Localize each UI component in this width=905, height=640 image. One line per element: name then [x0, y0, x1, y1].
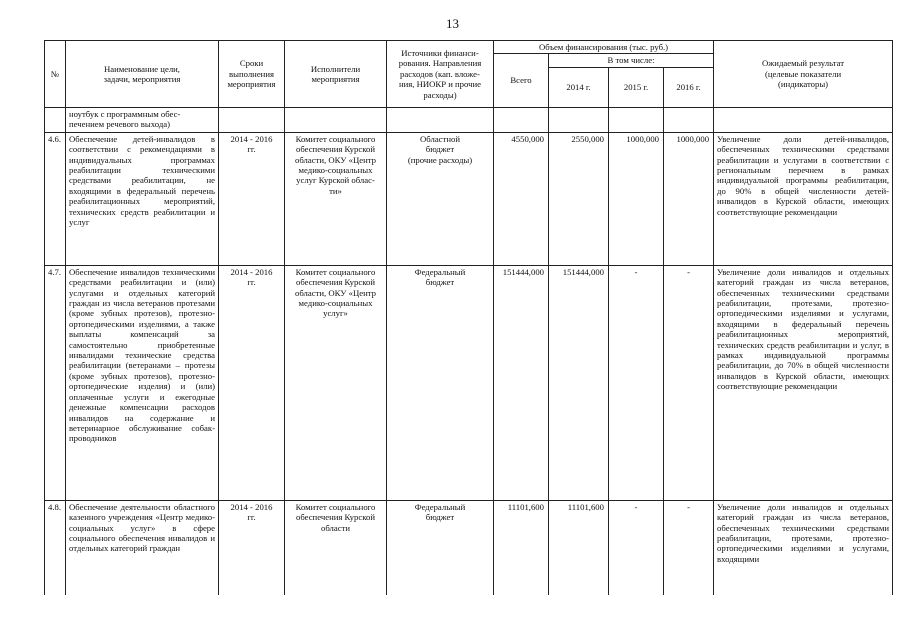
row-result: Увеличение доли детей-инвалидов, обеспеченных техническими средствами реабилитации и услугами в соответствии с региональным перечнем в рамках индивидуальной программы реабилитации, до 90% в общей численности детей-инвалидов в Курской области, имеющих соответствующие рекомендации	[714, 132, 893, 265]
row-source: Областной бюджет (прочие расходы)	[387, 132, 494, 265]
row-name: Обеспечение деятельности областного казенного учреждения «Центр медико-социальных услуг» в сфере социального обеспечения инвалидов и отдельных категорий граждан	[66, 500, 219, 595]
row-num: 4.7.	[45, 265, 66, 500]
header-total: Всего	[494, 54, 549, 107]
row-total: 151444,000	[494, 265, 549, 500]
row-2016: 1000,000	[664, 132, 714, 265]
row-2015: -	[609, 265, 664, 500]
row-result	[714, 107, 893, 132]
row-total	[494, 107, 549, 132]
row-name: Обеспечение детей-инвалидов в соответствии с рекомендациями в индивидуальных программах реабилитации техническими средствами реабилитации, не входящими в федеральный перечень реабилитационных мероприятий, технических средств реабилитации и услуг	[66, 132, 219, 265]
row-name: Обеспечение инвалидов техническими средствами реабилитации и (или) услугами и отдельных категорий граждан из числа ветеранов протезами (кроме зубных протезов), протезно-ортопедическими изделиями, а также выплаты компенсаций за самостоятельно приобретенные инвалидами технические средства реабилитации (ветеранами – протезы (кроме зубных протезов), протезно-ортопедические изделия) и (или) оплаченные услуги и ежегодные денежные компенсации расходов инвалидов на содержание и ветеринарное обслуживание собак-проводников	[66, 265, 219, 500]
funding-table	[44, 40, 893, 595]
row-total: 11101,600	[494, 500, 549, 595]
row-executors: Комитет социального обеспечения Курской области, ОКУ «Центр медико-социальных услуг Курской облас- ти»	[285, 132, 387, 265]
header-sources: Источники финанси- рования. Направления расходов (кап. вложе- ния, НИОКР и прочие расходы)	[387, 41, 494, 108]
row-source: Федеральный бюджет	[387, 500, 494, 595]
row-2015	[609, 107, 664, 132]
row-2014	[549, 107, 609, 132]
page-number: 13	[446, 16, 459, 31]
row-num: 4.8.	[45, 500, 66, 595]
row-2015: -	[609, 500, 664, 595]
header-num: №	[45, 41, 66, 108]
row-source: Федеральный бюджет	[387, 265, 494, 500]
header-terms: Сроки выполнения мероприятия	[219, 41, 285, 108]
row-source	[387, 107, 494, 132]
row-result: Увеличение доли инвалидов и отдельных категорий граждан из числа ветеранов, обеспеченных техническими средствами реабилитации, протезами, протезно-ортопедическими изделиями и услугами, входящими	[714, 500, 893, 595]
table-row-continuation	[45, 107, 893, 132]
row-terms: 2014 - 2016 гг.	[219, 132, 285, 265]
table-row-4-6	[45, 132, 893, 265]
header-including: В том числе:	[549, 54, 714, 67]
header-funding-volume: Объем финансирования (тыс. руб.)	[494, 41, 714, 54]
row-num: 4.6.	[45, 132, 66, 265]
header-executors: Исполнители мероприятия	[285, 41, 387, 108]
row-terms: 2014 - 2016 гг.	[219, 500, 285, 595]
row-2015: 1000,000	[609, 132, 664, 265]
header-result: Ожидаемый результат (целевые показатели (индикаторы)	[714, 41, 893, 108]
row-2016	[664, 107, 714, 132]
row-name: ноутбук с программным обес- печением речевого выхода)	[66, 107, 219, 132]
table-row-4-8	[45, 500, 893, 595]
row-total: 4550,000	[494, 132, 549, 265]
header-year-2016: 2016 г.	[664, 67, 714, 107]
row-executors: Комитет социального обеспечения Курской области	[285, 500, 387, 595]
header-name: Наименование цели, задачи, мероприятия	[66, 41, 219, 108]
row-result: Увеличение доли инвалидов и отдельных категорий граждан из числа ветеранов, обеспеченных техническими средствами реабилитации, протезами, протезно-ортопедическими изделиями и услугами, входящими в федеральный перечень реабилитационных мероприятий, технических средств реабилитации и услуг, в рамках индивидуальной программы реабилитации, до 70% в общей численности инвалидов в Курской области, имеющих соответствующие рекомендации	[714, 265, 893, 500]
table-header	[45, 41, 893, 108]
row-2014: 2550,000	[549, 132, 609, 265]
row-2014: 151444,000	[549, 265, 609, 500]
row-executors	[285, 107, 387, 132]
header-year-2014: 2014 г.	[549, 67, 609, 107]
row-executors: Комитет социального обеспечения Курской области, ОКУ «Центр медико-социальных услуг»	[285, 265, 387, 500]
row-terms	[219, 107, 285, 132]
row-num	[45, 107, 66, 132]
row-2016: -	[664, 265, 714, 500]
row-2016: -	[664, 500, 714, 595]
table-row-4-7	[45, 265, 893, 500]
row-2014: 11101,600	[549, 500, 609, 595]
header-year-2015: 2015 г.	[609, 67, 664, 107]
row-terms: 2014 - 2016 гг.	[219, 265, 285, 500]
